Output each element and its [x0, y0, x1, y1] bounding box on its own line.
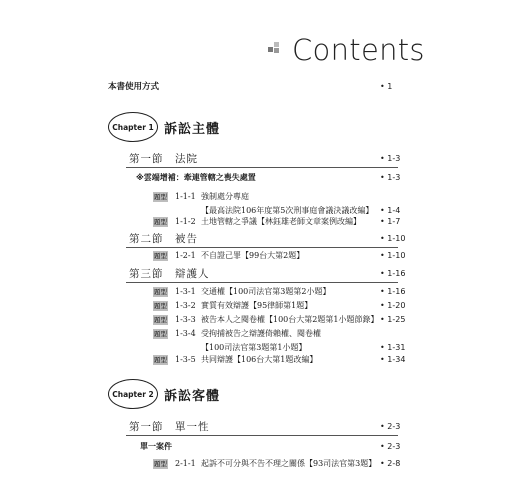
cloud-supplement-entry[interactable]	[0, 170, 520, 186]
question-number: 1-1-1	[175, 192, 196, 201]
question-number: 1-2-1	[175, 251, 196, 260]
page-number: • 1-20	[380, 301, 406, 310]
page-number: • 1-16	[380, 287, 406, 296]
question-text: 強制處分專庭	[201, 192, 249, 201]
section-title: 第一節 單一性	[129, 421, 210, 433]
question-type-badge: 題型	[154, 330, 167, 338]
section-divider	[126, 282, 398, 283]
question-number: 1-1-2	[175, 217, 196, 226]
question-number: 1-3-3	[175, 315, 196, 324]
question-type-badge: 題型	[154, 302, 167, 310]
page-title: Contents	[292, 33, 425, 67]
toc-howto-entry[interactable]	[0, 79, 520, 95]
page-number: • 1-25	[380, 315, 406, 324]
question-type-badge: 題型	[154, 252, 167, 260]
page-number: • 1	[380, 82, 393, 91]
question-type-badge: 題型	[154, 316, 167, 324]
question-type-badge: 題型	[154, 460, 167, 468]
section-singularity[interactable]	[0, 419, 520, 435]
section-defendant[interactable]	[0, 231, 520, 247]
chapter-badge: Chapter 1	[108, 112, 158, 142]
section-divider	[126, 167, 398, 168]
page-number: • 1-3	[380, 154, 401, 163]
section-court[interactable]	[0, 151, 520, 167]
question-number: 1-3-5	[175, 355, 196, 364]
question-text: 不自證己罪【99台大第2題】	[201, 251, 305, 260]
chapter-title: 訴訟客體	[164, 388, 221, 404]
page-number: • 1-31	[380, 343, 406, 352]
chapter-2-heading[interactable]	[108, 379, 220, 409]
page-number: • 1-7	[380, 217, 401, 226]
question-number: 2-1-1	[175, 459, 196, 468]
chapter-1-heading[interactable]	[108, 112, 220, 142]
question-type-badge: 題型	[154, 218, 167, 226]
section-title: 第一節 法院	[129, 153, 198, 165]
question-number: 1-3-2	[175, 301, 196, 310]
question-text: 受拘捕被告之辯護倚賴權、閱卷權	[201, 329, 321, 338]
section-defense-counsel[interactable]	[0, 266, 520, 282]
question-type-badge: 題型	[154, 356, 167, 364]
question-entry[interactable]	[0, 214, 520, 230]
question-type-badge: 題型	[154, 288, 167, 296]
question-text: 實質有效辯護【95律師第1題】	[201, 301, 313, 310]
page-number: • 2-3	[380, 422, 401, 431]
question-type-badge: 題型	[154, 193, 167, 201]
supplement-label: ※雲端增補：牽連管轄之喪失處置	[136, 173, 256, 182]
page-number: • 1-10	[380, 251, 406, 260]
chapter-title: 訴訟主體	[164, 121, 221, 137]
howto-label: 本書使用方式	[108, 82, 160, 92]
page-number: • 1-16	[380, 269, 406, 278]
section-title: 第三節 辯護人	[129, 268, 210, 280]
question-source: 【100司法官第3題第1小題】	[201, 343, 307, 352]
squares-icon	[268, 42, 284, 58]
page-number: • 1-3	[380, 173, 401, 182]
contents-header	[268, 33, 425, 67]
question-entry[interactable]	[0, 352, 520, 368]
question-text: 起訴不可分與不告不理之關係【93司法官第3題】	[201, 459, 377, 468]
question-source: 【最高法院106年度第5次刑事庭會議決議改編】	[201, 206, 374, 215]
question-text: 被告本人之閱卷權【100台大第2題第1小題節錄】	[201, 315, 379, 324]
page-number: • 1-4	[380, 206, 401, 215]
question-number: 1-3-4	[175, 329, 196, 338]
subsection-label: 單一案件	[140, 442, 172, 451]
page-number: • 2-8	[380, 459, 401, 468]
question-entry[interactable]	[0, 456, 520, 472]
question-number: 1-3-1	[175, 287, 196, 296]
question-text: 共同辯護【106台大第1題改編】	[201, 355, 318, 364]
subsection-single-case[interactable]	[0, 439, 520, 455]
page-number: • 1-34	[380, 355, 406, 364]
page-number: • 1-10	[380, 234, 406, 243]
page-number: • 2-3	[380, 442, 401, 451]
section-title: 第二節 被告	[129, 233, 198, 245]
question-text: 土地管轄之爭議【林鈺雄老師文章案例改編】	[201, 217, 361, 226]
section-divider	[126, 435, 398, 436]
question-entry[interactable]	[0, 248, 520, 264]
chapter-badge: Chapter 2	[108, 379, 158, 409]
question-text: 交通權【100司法官第3題第2小題】	[201, 287, 331, 296]
